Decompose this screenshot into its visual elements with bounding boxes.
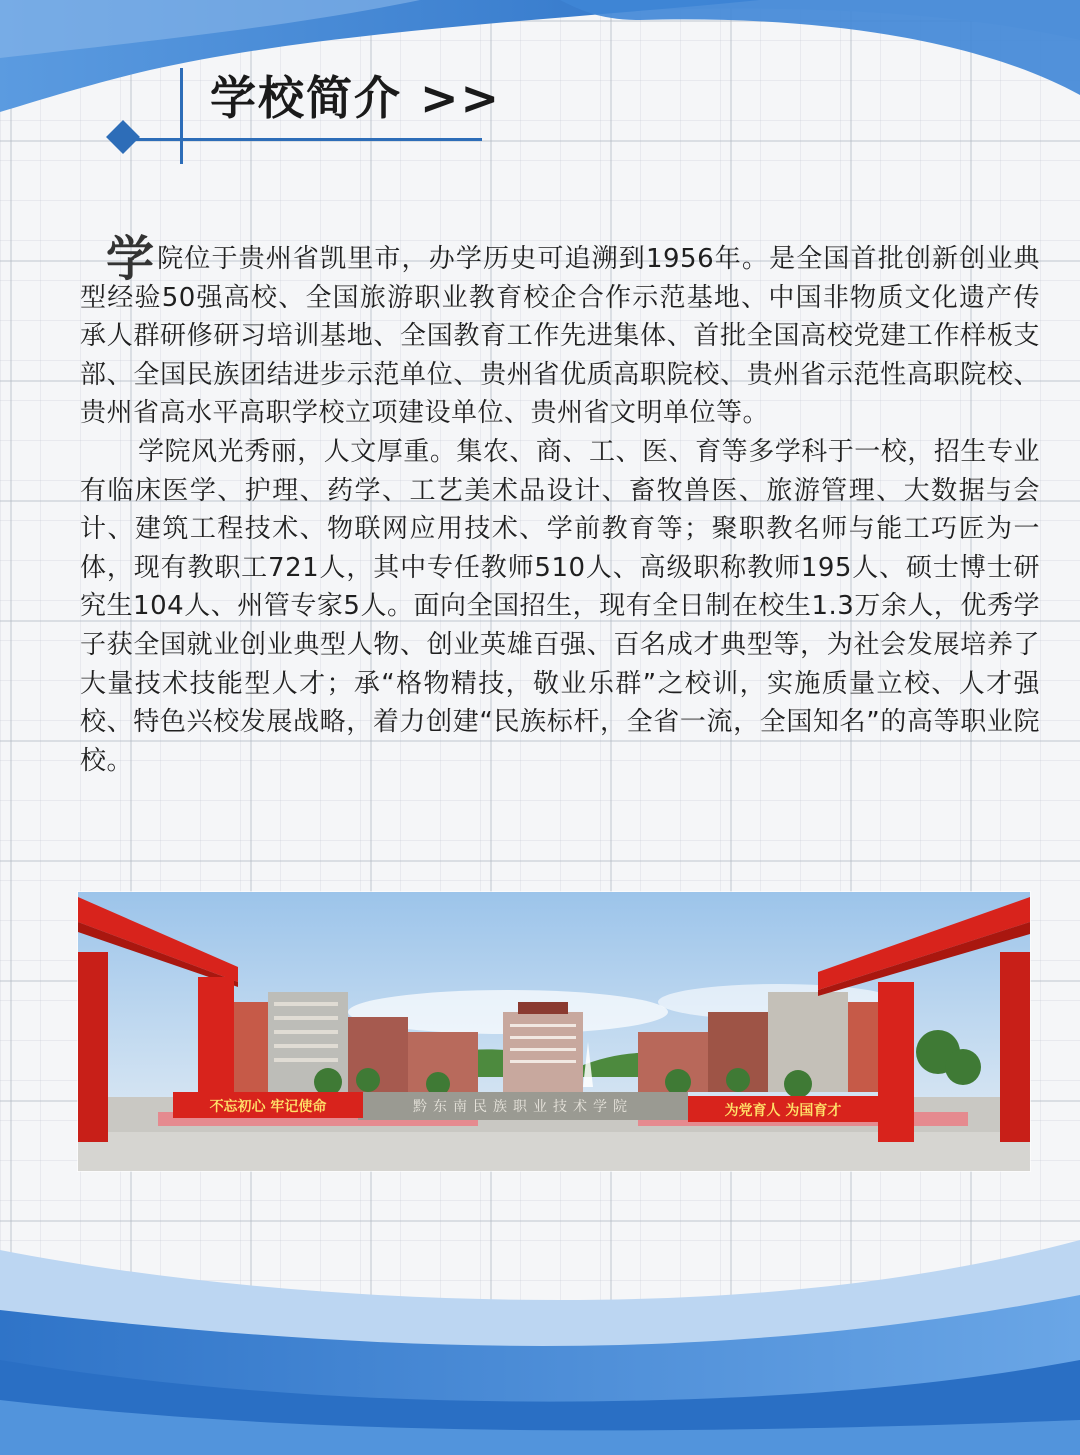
paragraph-2-text: 学院风光秀丽，人文厚重。集农、商、工、医、育等多学科于一校，招生专业有临床医学、护理、药学、工艺美术品设计、畜牧兽医、旅游管理、大数据与会计、建筑工程技术、物联网应用技术、学前教育等；聚职教名师与能工巧匠为一体，现有教职工721人，其中专任教师510人、高级职称教师195人、硕士博士研究生104人、州管专家5人。面向全国招生，现有全日制在校生1.3万余人，优秀学子获全国就业创业典型人物、创业英雄百强、百名成才典型等，为社会发展培养了大量技术技能型人才；承“格物精技，敬业乐群”之校训，实施质量立校、人才强校、特色兴校发展战略，着力创建“民族标杆，全省一流，全国知名”的高等职业院校。: [80, 436, 1040, 776]
intro-paragraph-1: [80, 231, 1040, 433]
banner-right-text: 为党育人 为国育才: [724, 1103, 842, 1119]
page-title: 学校简介 >>: [210, 71, 502, 125]
dropcap: 学: [106, 231, 156, 287]
header-vertical-line: [180, 68, 183, 164]
banner-left-text: 不忘初心 牢记使命: [209, 1099, 327, 1115]
stone-inscription-text: 黔东南民族职业技术学院: [413, 1099, 633, 1115]
paragraph-1-text: 院位于贵州省凯里市，办学历史可追溯到1956年。是全国首批创新创业典型经验50强高校、全国旅游职业教育校企合作示范基地、中国非物质文化遗产传承人群研修研习培训基地、全国教育工作先进集体、首批全国高校党建工作样板支部、全国民族团结进步示范单位、贵州省优质高职院校、贵州省示范性高职院校、贵州省高水平高职学校立项建设单位、贵州省文明单位等。: [80, 244, 1040, 429]
header-horizontal-line: [126, 138, 482, 141]
section-header: [0, 0, 1080, 200]
diamond-icon: [106, 120, 140, 154]
campus-photo: [78, 892, 1030, 1171]
intro-text: [80, 231, 1040, 780]
intro-paragraph-2: [80, 433, 1040, 780]
campus-illustration: [78, 892, 1030, 1171]
